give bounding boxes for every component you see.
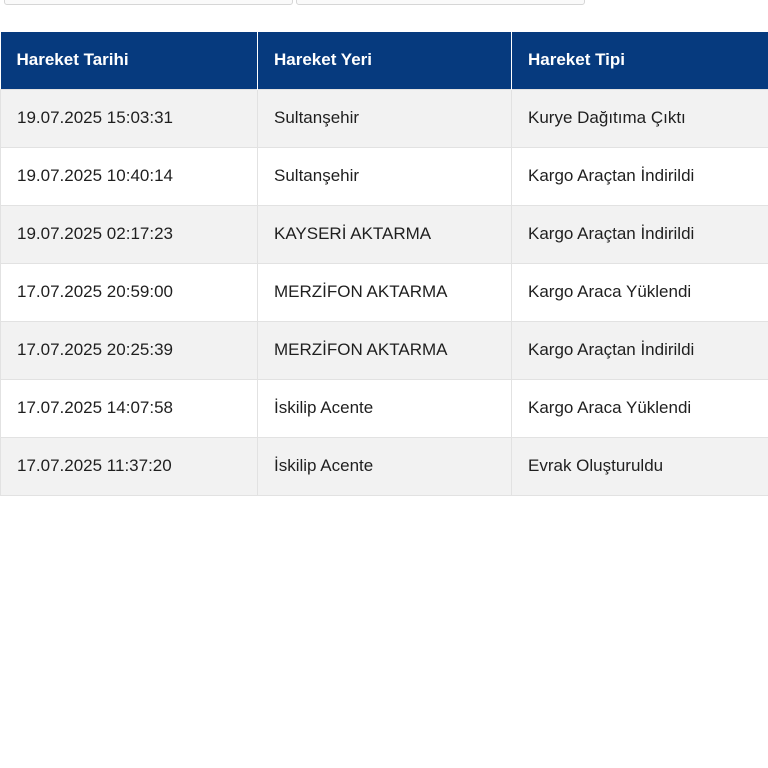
- cell-movement-date: 19.07.2025 10:40:14: [1, 147, 258, 205]
- table-row: [1, 379, 768, 437]
- table-body: [1, 89, 768, 495]
- cell-movement-location: MERZİFON AKTARMA: [258, 263, 512, 321]
- cell-movement-type: Kargo Araçtan İndirildi: [512, 321, 768, 379]
- cell-movement-location: Sultanşehir: [258, 147, 512, 205]
- top-strip: [0, 0, 768, 12]
- table-row: [1, 437, 768, 495]
- table-row: [1, 205, 768, 263]
- cell-movement-date: 19.07.2025 15:03:31: [1, 89, 258, 147]
- cell-movement-location: MERZİFON AKTARMA: [258, 321, 512, 379]
- top-input-left[interactable]: [4, 0, 293, 5]
- cell-movement-date: 17.07.2025 11:37:20: [1, 437, 258, 495]
- table-row: [1, 89, 768, 147]
- table-row: [1, 147, 768, 205]
- shipment-movements-table: [0, 32, 768, 496]
- cell-movement-type: Kargo Araçtan İndirildi: [512, 147, 768, 205]
- cell-movement-type: Kargo Araçtan İndirildi: [512, 205, 768, 263]
- cell-movement-type: Kargo Araca Yüklendi: [512, 263, 768, 321]
- cell-movement-location: Sultanşehir: [258, 89, 512, 147]
- table-row: [1, 321, 768, 379]
- cell-movement-date: 17.07.2025 20:59:00: [1, 263, 258, 321]
- header-movement-date: Hareket Tarihi: [1, 32, 258, 89]
- cell-movement-date: 17.07.2025 14:07:58: [1, 379, 258, 437]
- table-header: [1, 32, 768, 89]
- cell-movement-type: Kurye Dağıtıma Çıktı: [512, 89, 768, 147]
- header-row: [1, 32, 768, 89]
- cell-movement-location: İskilip Acente: [258, 437, 512, 495]
- cell-movement-location: İskilip Acente: [258, 379, 512, 437]
- cell-movement-date: 17.07.2025 20:25:39: [1, 321, 258, 379]
- cell-movement-type: Evrak Oluşturuldu: [512, 437, 768, 495]
- header-movement-location: Hareket Yeri: [258, 32, 512, 89]
- header-movement-type: Hareket Tipi: [512, 32, 768, 89]
- table-row: [1, 263, 768, 321]
- cell-movement-type: Kargo Araca Yüklendi: [512, 379, 768, 437]
- cell-movement-location: KAYSERİ AKTARMA: [258, 205, 512, 263]
- top-input-right[interactable]: [296, 0, 585, 5]
- cell-movement-date: 19.07.2025 02:17:23: [1, 205, 258, 263]
